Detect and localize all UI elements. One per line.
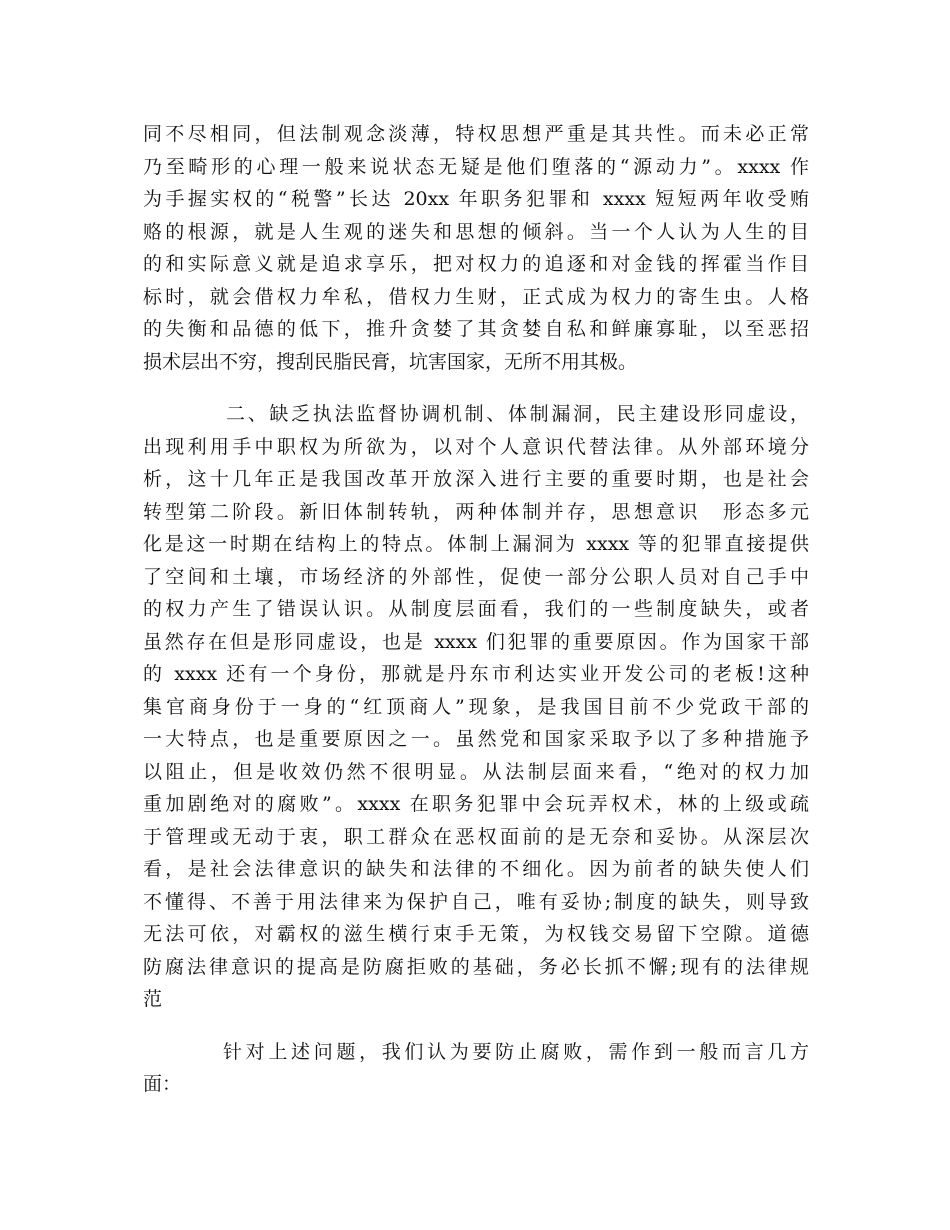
text-line: 范	[143, 988, 163, 1010]
text-line: 于管理或无动于衷，职工群众在恶权面前的是无奈和妥协。从深层次	[143, 825, 809, 848]
text-line: 不懂得、不善于用法律来为保护自己，唯有妥协;制度的缺失，则导致	[143, 890, 809, 913]
text-line: 赂的根源，就是人生观的迷失和思想的倾斜。当一个人认为人生的目	[143, 220, 809, 243]
document-body	[143, 118, 809, 1101]
text-line: 的失衡和品德的低下，推升贪婪了其贪婪自私和鲜廉寡耻，以至恶招	[143, 318, 809, 340]
text-line: 转型第二阶段。新旧体制转轨，两种体制并存，思想意识 形态多元	[143, 500, 809, 523]
text-line: 乃至畸形的心理一般来说状态无疑是他们堕落的“源动力”。xxxx 作	[143, 155, 809, 178]
text-line: 的和实际意义就是追求享乐，把对权力的追逐和对金钱的挥霍当作目	[143, 253, 809, 275]
paragraph-1	[143, 118, 809, 378]
text-line: 面：	[143, 1073, 182, 1095]
text-line: 针对上述问题，我们认为要防止腐败，需作到一般而言几方	[223, 1040, 809, 1063]
text-line: 二、缺乏执法监督协调机制、体制漏洞，民主建设形同虚设，	[226, 403, 809, 425]
paragraph-gap	[143, 378, 809, 398]
text-line: 同不尽相同，但法制观念淡薄，特权思想严重是其共性。而未必正常	[143, 123, 809, 145]
text-line: 标时，就会借权力牟私，借权力生财，正式成为权力的寄生虫。人格	[143, 285, 809, 308]
text-line: 的权力产生了错误认识。从制度层面看，我们的一些制度缺失，或者	[143, 598, 809, 620]
text-line: 看，是社会法律意识的缺失和法律的不细化。因为前者的缺失使人们	[143, 858, 809, 880]
text-line: 为手握实权的“税警”长达 20xx 年职务犯罪和 xxxx 短短两年收受贿	[143, 188, 809, 210]
text-line: 虽然存在但是形同虚设，也是 xxxx 们犯罪的重要原因。作为国家干部	[143, 630, 809, 653]
text-line: 化是这一时期在结构上的特点。体制上漏洞为 xxxx 等的犯罪直接提供	[143, 533, 809, 555]
text-line: 集官商身份于一身的“红顶商人”现象，是我国目前不少党政干部的	[143, 695, 809, 718]
text-line: 防腐法律意识的提高是防腐拒败的基础，务必长抓不懈;现有的法律规	[143, 955, 809, 978]
paragraph-gap	[143, 1016, 809, 1036]
text-line: 损术层出不穷，搜刮民脂民膏，坑害国家，无所不用其极。	[143, 350, 638, 373]
paragraph-3	[143, 1036, 809, 1101]
paragraph-2	[143, 398, 809, 1016]
text-line: 出现利用手中职权为所欲为，以对个人意识代替法律。从外部环境分	[143, 435, 809, 458]
text-line: 无法可依，对霸权的滋生横行束手无策，为权钱交易留下空隙。道德	[143, 923, 809, 945]
text-line: 析，这十几年正是我国改革开放深入进行主要的重要时期，也是社会	[143, 468, 809, 490]
text-line: 以阻止，但是收效仍然不很明显。从法制层面来看，“绝对的权力加	[143, 760, 809, 783]
text-line: 一大特点，也是重要原因之一。虽然党和国家采取予以了多种措施予	[143, 728, 809, 750]
text-line: 的 xxxx 还有一个身份，那就是丹东市利达实业开发公司的老板!这种	[143, 663, 809, 685]
text-line: 重加剧绝对的腐败”。xxxx 在职务犯罪中会玩弄权术，林的上级或疏	[143, 793, 809, 815]
text-line: 了空间和土壤，市场经济的外部性，促使一部分公职人员对自己手中	[143, 565, 809, 588]
